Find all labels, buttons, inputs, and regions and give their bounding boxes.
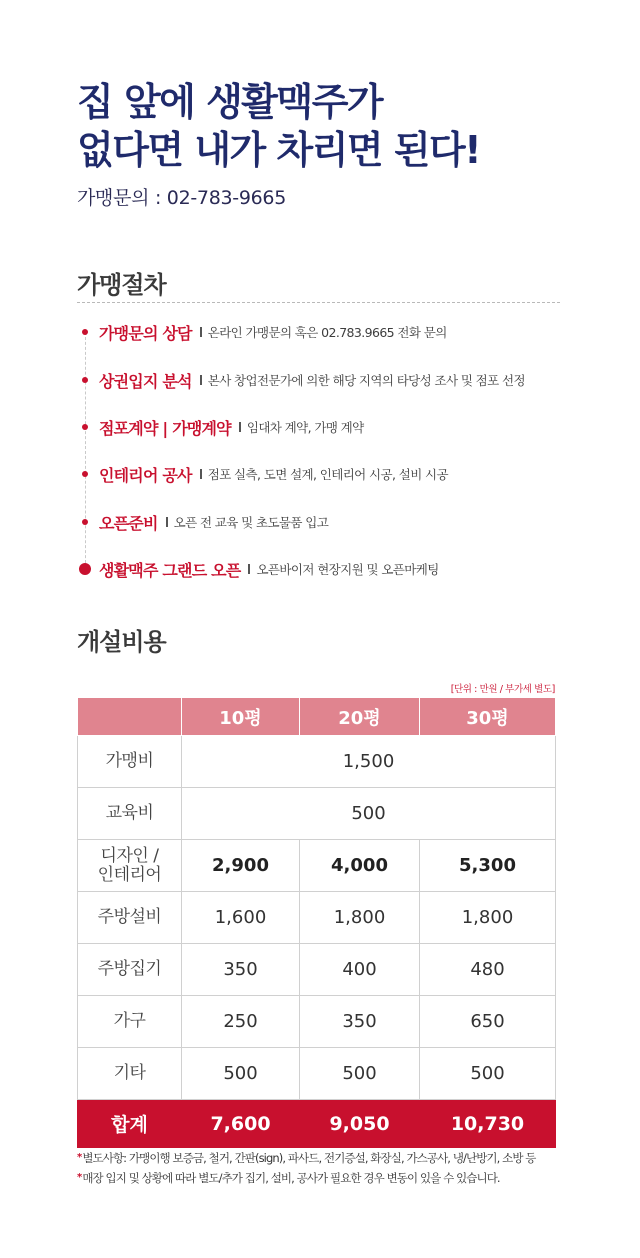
cost-title: 개설비용 [77, 628, 166, 656]
bullet-dot-icon [82, 519, 88, 525]
header-blank-cell [78, 698, 182, 736]
procedure-title: 가맹절차 [77, 271, 166, 299]
separator-bar [200, 327, 202, 337]
note-line [77, 1148, 567, 1168]
cell-value: 250 [182, 996, 300, 1048]
row-label [78, 840, 182, 892]
bullet-dot-icon [82, 329, 88, 335]
step-desc: 오픈 전 교육 및 초도물품 입고 [173, 515, 329, 530]
cell-value: 1,500 [182, 736, 556, 788]
cell-value: 1,800 [300, 892, 420, 944]
step-item [77, 506, 328, 538]
total-value: 10,730 [420, 1100, 556, 1148]
table-row [78, 736, 556, 788]
cell-value: 2,900 [182, 840, 300, 892]
bullet-dot-icon [82, 377, 88, 383]
step-name: 가맹문의 상담 [99, 323, 192, 343]
cell-value: 350 [182, 944, 300, 996]
total-row [78, 1100, 556, 1148]
cell-value: 480 [420, 944, 556, 996]
cell-value: 500 [182, 1048, 300, 1100]
cell-value: 650 [420, 996, 556, 1048]
cell-value: 350 [300, 996, 420, 1048]
headline-line-2: 없다면 내가 차리면 된다! [77, 128, 481, 172]
step-item [77, 316, 447, 348]
asterisk-mark: * [77, 1172, 82, 1183]
table-row [78, 840, 556, 892]
note-line [77, 1168, 567, 1188]
step-name: 오픈준비 [99, 513, 158, 533]
franchise-inquiry-phone: 가맹문의 : 02-783-9665 [77, 187, 287, 209]
step-name: 생활맥주 그랜드 오픈 [99, 560, 241, 580]
separator-bar [239, 422, 241, 432]
row-label: 가맹비 [78, 736, 182, 788]
step-desc: 임대차 계약, 가맹 계약 [246, 420, 364, 435]
header-col-20: 20평 [300, 698, 420, 736]
row-label: 주방설비 [78, 892, 182, 944]
cell-value: 1,800 [420, 892, 556, 944]
headline [77, 78, 480, 174]
headline-line-1: 집 앞에 생활맥주가 [77, 80, 383, 124]
total-value: 7,600 [182, 1100, 300, 1148]
step-desc: 오픈바이저 현장지원 및 오픈마케팅 [256, 562, 439, 577]
cell-value: 500 [300, 1048, 420, 1100]
header-col-10: 10평 [182, 698, 300, 736]
cell-value: 4,000 [300, 840, 420, 892]
step-name: 점포계약 | 가맹계약 [99, 418, 231, 438]
step-item [77, 553, 439, 585]
table-row [78, 788, 556, 840]
table-row [78, 996, 556, 1048]
bullet-dot-icon [82, 424, 88, 430]
total-label: 합계 [78, 1100, 182, 1148]
step-desc: 점포 실측, 도면 설계, 인테리어 시공, 설비 시공 [207, 467, 449, 482]
step-desc: 온라인 가맹문의 혹은 02.783.9665 전화 문의 [207, 325, 447, 340]
step-item [77, 411, 364, 443]
cell-value: 500 [182, 788, 556, 840]
table-row [78, 892, 556, 944]
separator-bar [248, 564, 250, 574]
cell-value: 1,600 [182, 892, 300, 944]
unit-note: [단위 : 만원 / 부가세 별도] [450, 684, 555, 695]
cell-value: 500 [420, 1048, 556, 1100]
total-value: 9,050 [300, 1100, 420, 1148]
cell-value: 400 [300, 944, 420, 996]
separator-bar [166, 517, 168, 527]
cost-table [77, 697, 556, 1148]
row-label-line-1: 디자인 / [100, 845, 159, 866]
separator-bar [200, 375, 202, 385]
separator-bar [200, 469, 202, 479]
row-label: 기타 [78, 1048, 182, 1100]
step-name: 상권입지 분석 [99, 371, 192, 391]
row-label: 주방집기 [78, 944, 182, 996]
procedure-divider [77, 302, 560, 303]
note-text: 별도사항: 가맹이행 보증금, 철거, 간판(sign), 파사드, 전기증설, 화장실, 가스공사, 냉/난방기, 소방 등 [82, 1151, 536, 1165]
bullet-dot-large-icon [79, 563, 91, 575]
step-item [77, 458, 448, 490]
table-row [78, 944, 556, 996]
cost-notes [77, 1148, 567, 1188]
procedure-steps [77, 316, 577, 586]
table-row [78, 1048, 556, 1100]
bullet-dot-icon [82, 471, 88, 477]
step-desc: 본사 창업전문가에 의한 해당 지역의 타당성 조사 및 점포 선정 [207, 373, 525, 388]
row-label-line-2: 인테리어 [97, 864, 162, 885]
asterisk-mark: * [77, 1152, 82, 1163]
row-label: 교육비 [78, 788, 182, 840]
step-name: 인테리어 공사 [99, 465, 192, 485]
header-col-30: 30평 [420, 698, 556, 736]
step-item [77, 364, 525, 396]
table-header-row [78, 698, 556, 736]
row-label: 가구 [78, 996, 182, 1048]
note-text: 매장 입지 및 상황에 따라 별도/추가 집기, 설비, 공사가 필요한 경우 변동이 있을 수 있습니다. [82, 1171, 500, 1185]
cell-value: 5,300 [420, 840, 556, 892]
